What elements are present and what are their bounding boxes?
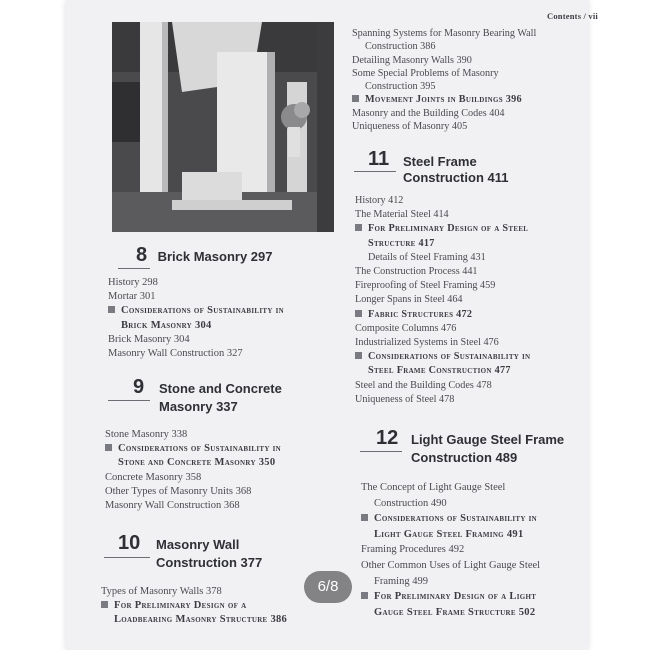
toc-entry-text: Construction 386 — [365, 41, 436, 53]
toc-entry-text: Movement Joints in Buildings 396 — [365, 94, 522, 106]
toc-entry-text: Other Types of Masonry Units 368 — [105, 485, 252, 497]
toc-entry-text: Considerations of Sustainability in — [121, 305, 285, 317]
square-bullet-icon — [108, 306, 115, 313]
chapter-number: 12 — [376, 427, 399, 449]
toc-entry-text: For Preliminary Design of a Steel — [368, 223, 529, 235]
toc-entry — [105, 428, 281, 442]
chapter-8-heading — [136, 244, 272, 267]
toc-entry — [355, 279, 530, 293]
toc-entry — [105, 485, 281, 499]
toc-entry — [355, 308, 530, 322]
chapter-11-heading — [368, 148, 389, 171]
interior-photo-image — [112, 22, 334, 232]
toc-entry — [361, 542, 540, 558]
chapter-11-entries — [355, 194, 530, 407]
toc-entry-text: The Construction Process 441 — [355, 266, 478, 278]
toc-entry — [101, 613, 287, 627]
chapter-title-line-2: Construction 411 — [403, 170, 509, 185]
toc-entry-text: Concrete Masonry 358 — [105, 471, 202, 483]
toc-entry-text: Steel Frame Construction 477 — [368, 365, 511, 377]
toc-entry — [352, 93, 536, 106]
toc-entry-text: Mortar 301 — [108, 291, 156, 303]
chapter-title: Brick Masonry 297 — [157, 249, 273, 264]
chapter-rule — [104, 557, 150, 558]
toc-entry-text: The Material Steel 414 — [355, 209, 449, 221]
chapter-rule — [360, 451, 402, 452]
toc-entry — [105, 499, 281, 513]
chapter-photo — [112, 22, 334, 232]
toc-entry-text: History 412 — [355, 195, 404, 206]
toc-entry-text: Some Special Problems of Masonry — [352, 67, 499, 79]
chapter-number: 10 — [118, 532, 141, 554]
toc-entry-text: For Preliminary Design of a Light — [374, 591, 537, 603]
chapter-rule — [108, 400, 150, 401]
toc-entry — [352, 120, 536, 133]
toc-entry — [355, 293, 530, 307]
toc-entry-text: Fireproofing of Steel Framing 459 — [355, 280, 496, 292]
chapter-number: 8 — [136, 244, 148, 266]
toc-entry-text: Longer Spans in Steel 464 — [355, 294, 463, 306]
toc-entry — [355, 222, 530, 236]
toc-entry-text: Spanning Systems for Masonry Bearing Wall — [352, 28, 537, 39]
toc-entry — [355, 208, 530, 222]
toc-entry — [361, 496, 540, 512]
toc-entry — [108, 276, 284, 290]
toc-entry-text: Framing 499 — [374, 575, 428, 587]
chapter-12-entries — [361, 480, 540, 620]
square-bullet-icon — [361, 592, 368, 599]
toc-entry — [101, 585, 287, 599]
toc-entry-text: Detailing Masonry Walls 390 — [352, 54, 472, 66]
toc-entry-text: Masonry and the Building Codes 404 — [352, 107, 505, 119]
chapter-12-heading — [376, 427, 398, 450]
toc-entry — [361, 589, 540, 605]
toc-entry-text: Considerations of Sustainability in — [118, 443, 282, 455]
toc-entry-text: Considerations of Sustainability in — [374, 513, 538, 525]
toc-entry — [361, 574, 540, 590]
square-bullet-icon — [355, 310, 362, 317]
toc-entry — [361, 605, 540, 621]
toc-entry — [355, 379, 530, 393]
right-top-entries — [352, 27, 536, 133]
toc-entry — [105, 442, 281, 456]
chapter-title-line-2: Construction 377 — [156, 555, 263, 570]
chapter-title-line-1: Stone and Concrete — [159, 381, 282, 396]
square-bullet-icon — [355, 352, 362, 359]
toc-entry — [352, 27, 536, 40]
toc-entry — [352, 67, 536, 80]
toc-entry — [355, 336, 530, 350]
toc-entry — [355, 364, 530, 378]
running-head: Contents / vii — [547, 11, 598, 21]
toc-entry — [355, 322, 530, 336]
toc-entry — [355, 265, 530, 279]
toc-entry-text: Masonry Wall Construction 327 — [108, 348, 243, 360]
toc-entry — [352, 54, 536, 67]
toc-entry — [105, 471, 281, 485]
toc-entry-text: Framing Procedures 492 — [361, 544, 465, 556]
toc-entry-text: Brick Masonry 304 — [108, 333, 190, 345]
toc-entry — [108, 290, 284, 304]
toc-entry — [352, 107, 536, 120]
page-indicator-badge[interactable]: 6/8 — [304, 571, 352, 603]
toc-entry-text: Other Common Uses of Light Gauge Steel — [361, 559, 541, 571]
toc-entry-text: Steel and the Building Codes 478 — [355, 379, 492, 391]
chapter-number: 11 — [368, 148, 390, 170]
toc-entry-text: The Concept of Light Gauge Steel — [361, 482, 506, 493]
toc-entry — [108, 304, 284, 318]
toc-entry — [108, 319, 284, 333]
toc-entry — [355, 393, 530, 407]
toc-entry — [352, 40, 536, 53]
toc-entry-text: Uniqueness of Masonry 405 — [352, 121, 468, 133]
toc-entry — [108, 333, 284, 347]
toc-entry-text: Industrialized Systems in Steel 476 — [355, 337, 499, 349]
toc-entry — [101, 599, 287, 613]
chapter-rule — [118, 268, 150, 269]
toc-entry — [355, 194, 530, 208]
chapter-8-entries — [108, 276, 284, 361]
chapter-9-heading — [133, 376, 144, 399]
square-bullet-icon — [101, 601, 108, 608]
toc-entry-text: Construction 490 — [374, 497, 447, 509]
toc-entry-text: Fabric Structures 472 — [368, 308, 473, 320]
chapter-9-entries — [105, 428, 281, 513]
toc-entry-text: Considerations of Sustainability in — [368, 351, 531, 363]
toc-entry-text: Types of Masonry Walls 378 — [101, 586, 222, 597]
toc-entry-text: Uniqueness of Steel 478 — [355, 393, 455, 405]
toc-entry — [355, 350, 530, 364]
chapter-rule — [354, 171, 396, 172]
chapter-title-line-1: Steel Frame — [403, 154, 477, 169]
toc-entry — [355, 251, 530, 265]
toc-entry — [361, 558, 540, 574]
square-bullet-icon — [361, 514, 368, 521]
toc-entry-text: Loadbearing Masonry Structure 386 — [114, 614, 288, 626]
square-bullet-icon — [105, 444, 112, 451]
toc-entry-text: Brick Masonry 304 — [121, 319, 212, 331]
toc-entry — [352, 80, 536, 93]
toc-entry-text: Composite Columns 476 — [355, 322, 457, 334]
chapter-title-line-1: Light Gauge Steel Frame — [411, 432, 565, 447]
toc-entry-text: For Preliminary Design of a — [114, 600, 247, 612]
toc-entry-text: Stone and Concrete Masonry 350 — [118, 457, 276, 469]
toc-entry — [355, 237, 530, 251]
toc-entry-text: Details of Steel Framing 431 — [368, 251, 486, 263]
toc-entry-text: History 298 — [108, 277, 158, 288]
toc-entry-text: Masonry Wall Construction 368 — [105, 500, 240, 512]
chapter-10-heading — [118, 532, 140, 555]
toc-entry — [361, 480, 540, 496]
chapter-title-line-2: Masonry 337 — [159, 399, 238, 414]
toc-entry — [361, 511, 540, 527]
chapter-title-line-2: Construction 489 — [411, 450, 518, 465]
toc-entry-text: Construction 395 — [365, 81, 436, 93]
toc-entry-text: Stone Masonry 338 — [105, 429, 188, 440]
toc-entry-text: Light Gauge Steel Framing 491 — [374, 528, 524, 540]
toc-entry-text: Structure 417 — [368, 237, 435, 249]
square-bullet-icon — [355, 224, 362, 231]
toc-entry — [361, 527, 540, 543]
chapter-title-line-1: Masonry Wall — [156, 537, 240, 552]
square-bullet-icon — [352, 95, 359, 102]
toc-entry-text: Gauge Steel Frame Structure 502 — [374, 606, 536, 618]
chapter-number: 9 — [133, 376, 145, 398]
chapter-10-entries — [101, 585, 287, 628]
toc-entry — [105, 456, 281, 470]
toc-entry — [108, 347, 284, 361]
